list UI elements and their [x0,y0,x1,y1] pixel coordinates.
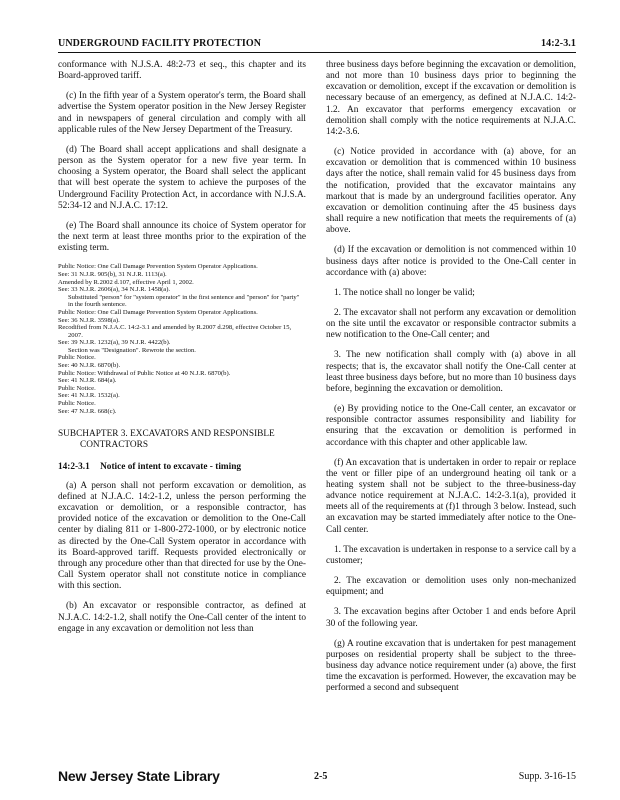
subchapter-heading-line: SUBCHAPTER 3. EXCAVATORS AND RESPONSIBLE [58,429,275,440]
history-note-line: Public Notice. [58,400,96,408]
paragraph: (c) Notice provided in accordance with (a) above, for an excavation or demolition that is commenced within 10 business days after the notice, shall remain valid for 45 business days from the notification, provided that the excavator maintains any markout that is made by an underground facilities operator. Any excavation or demolition continuing after the 45 business days shall require a new notification that meets the requirements of (a) above. [326,147,576,236]
history-note-line: See: 33 N.J.R. 2606(a), 34 N.J.R. 1458(a). [58,286,171,294]
section-heading [58,462,306,473]
history-note-line: Recodified from N.J.A.C. 14:2-3.1 and amended by R.2007 d.298, effective October 15, 2007. [58,324,292,339]
history-note-line: Public Notice: One Call Damage Prevention System Operator Applications. [58,308,258,316]
history-note-line: See: 47 N.J.R. 668(c). [58,407,117,415]
page-number: 2-5 [314,771,328,782]
history-note-line: Public Notice: Withdrawal of Public Notice at 40 N.J.R. 6870(b). [58,369,231,377]
right-column [326,60,576,704]
subchapter-heading-line: CONTRACTORS [80,440,149,451]
list-item: 3. The new notification shall comply with (a) above in all respects; that is, the excavator shall notify the One-Call center at least three business days before, but no more than 10 business days before, beginning the excavation or demolition. [326,350,576,394]
history-note-line: See: 41 N.J.R. 684(a). [58,377,117,385]
history-note-line: Amended by R.2002 d.107, effective April 1, 2002. [58,278,194,286]
list-subsection-f [326,545,576,630]
paragraph: (e) By providing notice to the One-Call center, an excavator or responsible contractor assumes responsibility and liability for ensuring that the excavation or demolition is performed in accordance with this chapter and other applicable law. [326,404,576,448]
history-note-line: Public Notice: One Call Damage Prevention System Operator Applications. [58,263,258,271]
history-notes [58,263,306,415]
section-number: 14:2-3.1 [58,461,90,472]
list-item: 2. The excavator shall not perform any excavation or demolition on the site until the excavator or responsible contractor submits a new notification to the One-Call center; and [326,307,576,341]
page-footer [58,770,576,786]
paragraph: (c) In the fifth year of a System operator's term, the Board shall advertise the System operator position in the New Jersey Register and in newspapers of general circulation and comply with all applicable rules of the New Jersey Department of the Treasury. [58,91,306,135]
list-item: 3. The excavation begins after October 1 and ends before April 30 of the following year. [326,607,576,629]
paragraph: (a) A person shall not perform excavation or demolition, as defined at N.J.A.C. 14:2-1.2, unless the person performing the excavation or demolition, or a responsible contractor, has provided notice of the excavation or demolition to the One-Call center by dialing 811 or 1-800-272-1000, or by electronic notice as directed by the One-Call System operator in accordance with its Board-approved tariff. Requests provided electronically or through any procedure other than that directed for use by the One-Call System operator shall not constitute notice in compliance with this section. [58,480,306,592]
supplement-date: Supp. 3-16-15 [518,771,576,782]
list-item: 2. The excavation or demolition uses only non-mechanized equipment; and [326,576,576,598]
paragraph: three business days before beginning the excavation or demolition, and not more than 10 business days prior to beginning the excavation or demolition, except if the excavation or demolition is necessary because of an emergency, as defined at N.J.A.C. 14:2-1.2. An excavator that performs emergency excavation or demolition shall comply with the notice requirements at N.J.A.C. 14:2-3.6. [326,60,576,137]
paragraph: (d) If the excavation or demolition is not commenced within 10 business days after notice is provided to the One-Call center in accordance with (a) above: [326,245,576,278]
history-note-line: See: 36 N.J.R. 3598(a). [58,316,120,324]
history-note-line: Section was "Designation". Rewrote the section. [68,346,196,354]
history-note-line: See: 31 N.J.R. 905(b), 31 N.J.R. 1113(a). [58,270,167,278]
left-column [58,60,306,644]
header-title: UNDERGROUND FACILITY PROTECTION [58,38,262,49]
history-note-line: See: 41 N.J.R. 1532(a). [58,392,120,400]
paragraph: (e) The Board shall announce its choice of System operator for the next term at least three months prior to the expiration of the existing term. [58,220,306,254]
history-note-line: Public Notice. [58,354,96,362]
library-watermark: New Jersey State Library [58,768,220,784]
section-title: Notice of intent to excavate - timing [100,461,242,472]
list-item: 1. The excavation is undertaken in response to a service call by a customer; [326,544,576,566]
running-header [58,38,576,53]
paragraph: (f) An excavation that is undertaken in order to repair or replace the vent or filler pipe of an underground heating oil tank or a heating system shall not be subject to the three-business-day advance notice requirement at N.J.A.C. 14:2-3.1(a), provided it meets all of the requirements at (f)1 through 3 below. Instead, such an excavation may be started immediately after notice to the One-Call center. [326,457,576,535]
subchapter-heading [58,429,306,451]
paragraph: conformance with N.J.S.A. 48:2-73 et seq., this chapter and its Board-approved tariff. [58,60,306,82]
paragraph: (d) The Board shall accept applications and shall designate a person as the System operator for a new five year term. In choosing a System operator, the Board shall select the applicant that will best operate the system to achieve the purposes of the Underground Facility Protection Act, in accordance with N.J.S.A. 52:34-12 and N.J.A.C. 17:12. [58,144,306,211]
list-item: 1. The notice shall no longer be valid; [334,287,475,298]
history-note-line: Substituted "person" for "system operator" in the first sentence and "person" for "party" in the fourth sentence. [68,293,300,309]
history-note-line: See: 39 N.J.R. 1232(a), 39 N.J.R. 4422(b). [58,339,171,347]
list-subsection-d [326,288,576,395]
paragraph: (b) An excavator or responsible contractor, as defined at N.J.A.C. 14:2-1.2, shall notify the One-Call center of the intent to engage in any excavation or demolition not less than [58,601,306,634]
history-note-line: Public Notice. [58,384,96,392]
header-section-range: 14:2-3.1 [541,38,576,49]
paragraph: (g) A routine excavation that is undertaken for pest management purposes on residential property shall be subject to the three-business day advance notice requirement under (a) above, the first time the excavation is performed. However, the excavation may be performed a second and subsequent [326,638,576,694]
history-note-line: See: 40 N.J.R. 6870(b). [58,362,121,370]
